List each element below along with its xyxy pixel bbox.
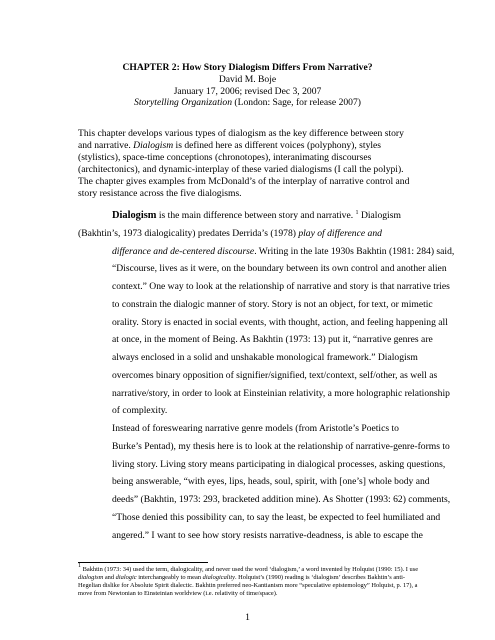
footnote-text: . Holquist’s (1990) reading is ‘dialogism’ describes Bakhtin’s anti-Hegelian dislike for Absolute Spirit dialectic. Bakhtin preferred neo-Kantianism more “speculative epistemology” Holquist, p. 17), a move from Newtonian to Einsteinian worldview (i.e. relativity of time/space). — [78, 574, 418, 598]
footnote-mark: 1 — [78, 563, 81, 569]
footnote-text: and — [103, 574, 116, 582]
author-name: David M. Boje — [218, 73, 277, 85]
body-line: being answerable, “with eyes, lips, heads, soul, spirit, with [one’s] whole body and — [112, 476, 430, 488]
body-paragraph-2 — [78, 420, 451, 544]
body-line: to constrain the dialogic manner of story. Story is not an object, for text, or mimetic — [112, 298, 433, 310]
revision-dates: January 17, 2006; revised Dec 3, 2007 — [173, 85, 322, 97]
body-line — [78, 207, 420, 225]
footnote-text: Bakhtin (1973: 34) used the term, dialogicality, and never used the word ‘dialogism,’ a word invented by Holquist (1990: 15). I use — [81, 566, 419, 573]
abstract-text-start: This chapter develops various types of dialogism as the key difference between story and narrative. — [78, 128, 404, 151]
body-line: Burke’s Pentad), my thesis here is to look at the relationship of narrative-genre-forms to — [112, 440, 450, 452]
footnote-divider — [78, 562, 208, 563]
page-number: 1 — [245, 612, 250, 623]
footnote-italic: dialogicality — [202, 574, 235, 582]
body-line: living story. Living story means participating in dialogical processes, asking questions, — [112, 458, 446, 470]
lead-term-dialogism: Dialogism — [112, 210, 157, 221]
body-line: angered.” I want to see how story resists narrative-deadness, is able to escape the — [112, 529, 423, 541]
italic-phrase: play of difference and — [298, 227, 382, 239]
body-line: of complexity. — [112, 405, 168, 417]
footnote-text: interchangeably to mean — [136, 574, 203, 582]
body-line-text: (Bakhtin’s, 1973 dialogicality) predates Derrida’s (1978) — [78, 227, 299, 239]
body-line: overcomes binary opposition of signifier/signified, text/context, self/other, as well as — [112, 369, 438, 381]
body-line — [78, 243, 455, 261]
body-line: at once, in the moment of Being. As Bakhtin (1973: 13) put it, “narrative genres are — [112, 334, 433, 346]
body-line: “Discourse, lives as it were, on the boundary between its own control and another alien — [112, 263, 447, 275]
body-line: deeds” (Bakhtin, 1973: 293, bracketed addition mine). As Shotter (1993: 62) comments, — [112, 494, 451, 505]
body-line: always enclosed in a solid and unshakable monological framework.” Dialogism — [112, 352, 418, 363]
body-line: Instead of foreswearing narrative genre models (from Aristotle’s Poetics to — [112, 423, 399, 434]
body-paragraph-1 — [78, 207, 455, 420]
footnote-italic: dialogic — [115, 574, 137, 582]
body-text — [78, 207, 455, 544]
book-citation — [0, 97, 495, 109]
body-line: narrative/story, in order to look at Einsteinian relativity, a more holographic relationship — [112, 387, 450, 399]
abstract-text-end: is defined here as different voices (polyphony), styles (stylistics), space-time conceptions (chronotopes), interanimating discourses (architectonics), and dynamic-interplay of these varied dialogisms (I call the polypi). The chapter gives examples from McDonald’s of the interplay of narrative control and story resistance across the five dialogisms. — [78, 139, 410, 199]
body-line-text: . Writing in the late 1930s Bakhtin (1981: 284) said, — [254, 245, 455, 257]
abstract-term-dialogism: Dialogism — [133, 139, 174, 151]
book-publisher: (London: Sage, for release 2007) — [232, 97, 361, 109]
body-line: “Those denied this possibility can, to say the least, be expected to feel humiliated and — [112, 511, 441, 523]
italic-phrase: differance and de-centered discourse — [112, 245, 255, 257]
body-line: orality. Story is enacted in social events, with thought, action, and feeling happening all — [112, 316, 448, 328]
footnote-1 — [78, 563, 423, 598]
chapter-abstract — [78, 128, 420, 199]
body-line: context.” One way to look at the relationship of narrative and story is that narrative tries — [112, 281, 450, 292]
chapter-header — [0, 62, 495, 109]
footnote-italic: dialogism — [78, 574, 104, 582]
footnote-reference[interactable]: 1 — [355, 210, 359, 216]
book-title: Storytelling Organization — [134, 97, 233, 109]
body-line — [78, 225, 420, 243]
body-line-text: Dialogism — [358, 210, 401, 221]
body-line-text: is the main difference between story and narrative. — [156, 210, 356, 221]
chapter-title: CHAPTER 2: How Story Dialogism Differs From Narrative? — [122, 62, 373, 73]
